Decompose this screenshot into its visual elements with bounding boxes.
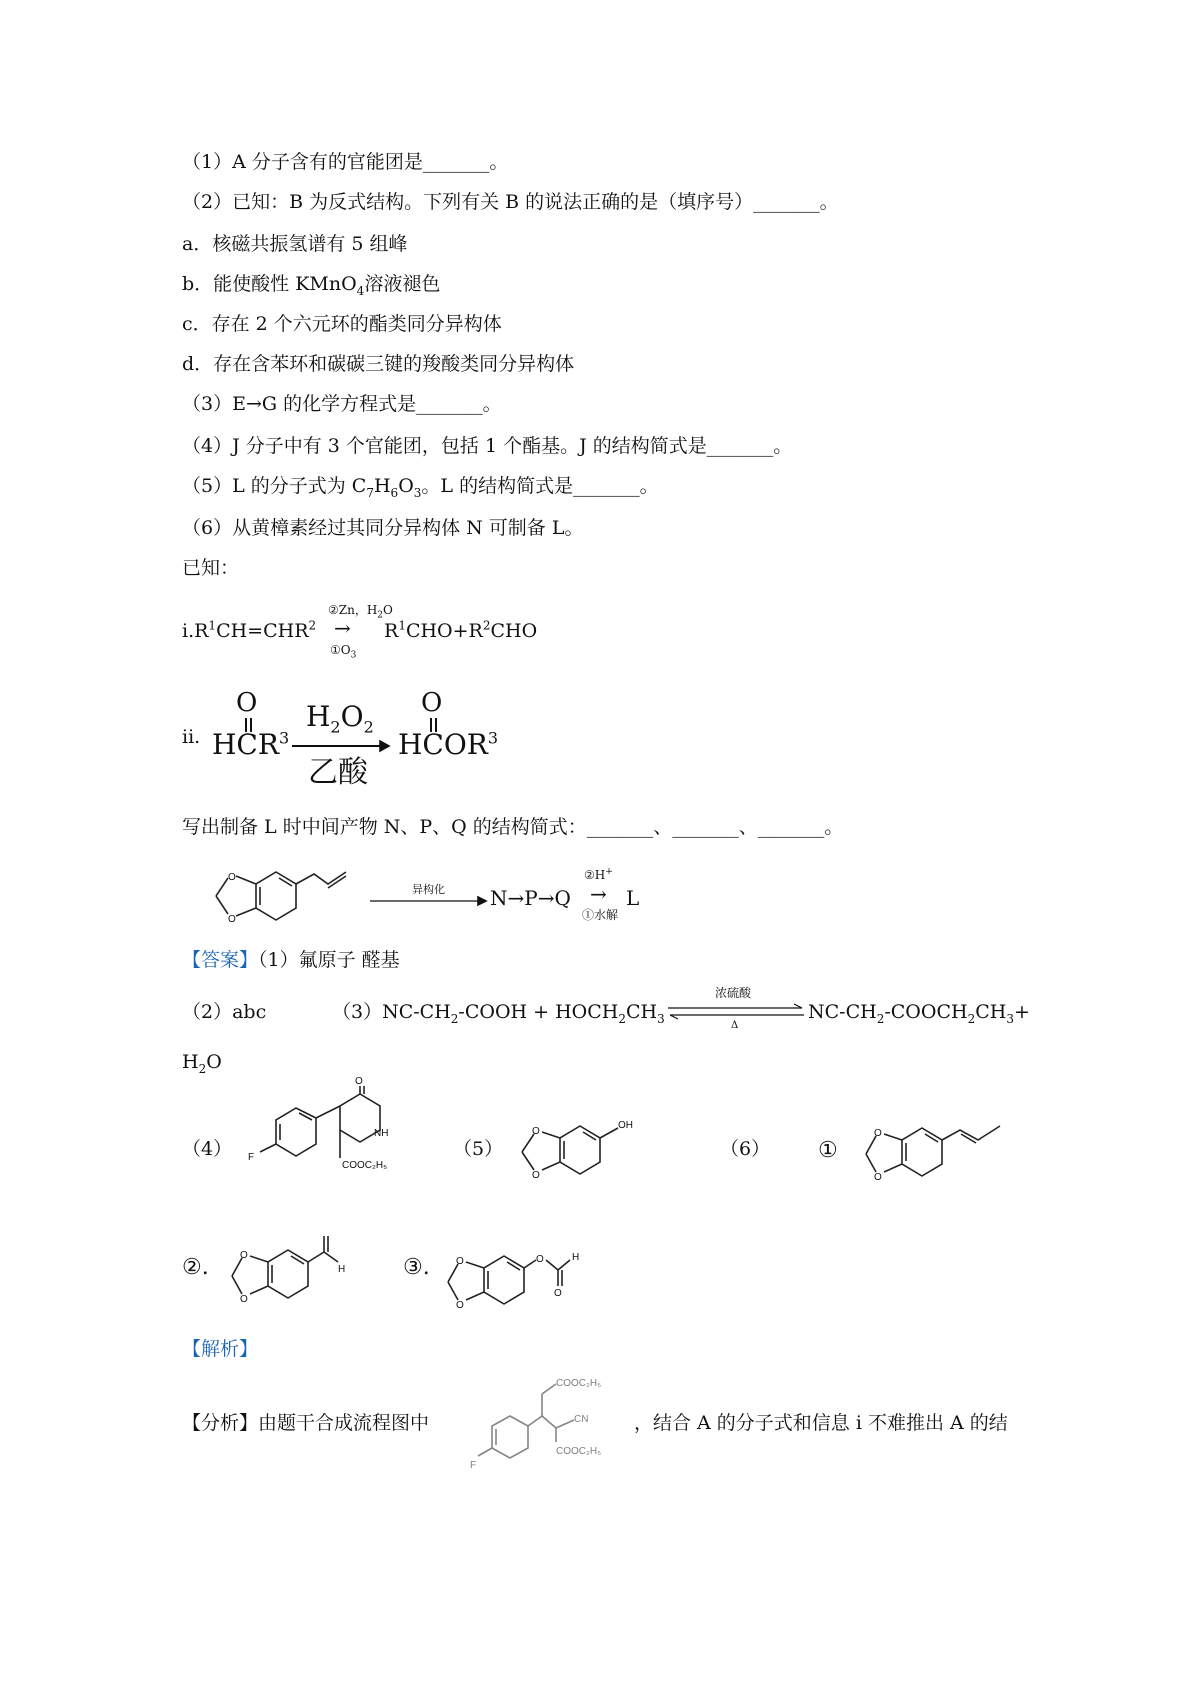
reaction-ii-o2: O bbox=[421, 688, 443, 718]
reaction-ii-product: HCOR$^3$ bbox=[398, 728, 499, 761]
svg-text:OH: OH bbox=[618, 1120, 633, 1131]
answer-6-3-label: ③. bbox=[403, 1255, 430, 1280]
known-label: 已知： bbox=[182, 557, 240, 579]
analysis-intermediate-structure bbox=[470, 1376, 620, 1476]
svg-text:COOC₂H₅: COOC₂H₅ bbox=[556, 1378, 602, 1389]
svg-text:O: O bbox=[532, 1126, 540, 1137]
answer-2: （2）abc bbox=[182, 1001, 267, 1023]
reaction-ii-condition-top: $H_2O_2$ bbox=[306, 700, 374, 737]
question-6: （6）从黄樟素经过其同分异构体 N 可制备 L。 bbox=[182, 517, 584, 539]
scheme-arrow: → bbox=[590, 882, 607, 906]
option-a: a．核磁共振氢谱有 5 组峰 bbox=[182, 233, 408, 255]
svg-text:O: O bbox=[240, 1250, 248, 1261]
svg-text:O: O bbox=[456, 1300, 464, 1311]
answer-6-1-label: ① bbox=[818, 1138, 838, 1163]
answer-3-reactants: $(3)NC-CH_2$-COOH + $HOCH_2CH_3$ bbox=[332, 1001, 665, 1026]
scheme-chain: N→P→Q bbox=[490, 886, 571, 910]
svg-text:O: O bbox=[536, 1254, 544, 1265]
answer-6-label: （6） bbox=[720, 1138, 771, 1160]
question-4: （4）J 分子中有 3 个官能团，包括 1 个酯基。J 的结构简式是_______。 bbox=[182, 435, 793, 457]
question-2: （2）已知：B 为反式结构。下列有关 B 的说法正确的是（填序号）_______。 bbox=[182, 191, 839, 213]
svg-text:CN: CN bbox=[574, 1414, 589, 1425]
safrole-structure bbox=[180, 852, 360, 942]
reaction-ii-condition-bottom: 乙酸 bbox=[308, 755, 368, 790]
reaction-i-arrow: → bbox=[334, 616, 351, 640]
option-c: c．存在 2 个六元环的酯类同分异构体 bbox=[182, 313, 502, 335]
reaction-ii-o1: O bbox=[236, 688, 258, 718]
svg-text:O: O bbox=[874, 1172, 882, 1183]
answer-6-2-label: ②. bbox=[182, 1255, 209, 1280]
answer-5-label: （5） bbox=[453, 1138, 504, 1160]
answer-3-condition-top: 浓硫酸 bbox=[715, 986, 752, 1000]
scheme-product: L bbox=[626, 886, 640, 910]
question-3: （3）E→G 的化学方程式是_______。 bbox=[182, 393, 502, 415]
answer-3-water: $H_2O$ bbox=[182, 1051, 222, 1076]
question-1: （1）A 分子含有的官能团是_______。 bbox=[182, 151, 509, 173]
analysis-tag: 【解析】 bbox=[182, 1338, 259, 1360]
question-5: （5）L 的分子式为 $C_7H_6O_3$。L 的结构简式是_______。 bbox=[182, 475, 659, 500]
answer-6-3-structure bbox=[444, 1246, 594, 1316]
svg-text:O: O bbox=[532, 1170, 540, 1181]
svg-text:H: H bbox=[338, 1264, 346, 1275]
scheme-condition-top: ②H+ bbox=[584, 867, 613, 882]
svg-text:F: F bbox=[248, 1152, 255, 1163]
reaction-i-condition-top: ②Zn，$H_2O$ bbox=[328, 603, 393, 621]
svg-text:O: O bbox=[228, 914, 236, 925]
answer-6-1-structure bbox=[862, 1114, 1042, 1194]
reaction-ii-arrow bbox=[290, 740, 390, 752]
answer-3-equilibrium-arrow bbox=[666, 1004, 806, 1020]
reaction-i-condition-bottom: $①O_3$ bbox=[330, 643, 357, 661]
svg-text:O: O bbox=[228, 872, 236, 883]
answer-4-label: （4） bbox=[182, 1138, 233, 1160]
scheme-condition-bottom: ①水解 bbox=[582, 908, 619, 922]
svg-text:O: O bbox=[874, 1128, 882, 1139]
option-d: d．存在含苯环和碳碳三键的羧酸类同分异构体 bbox=[182, 353, 575, 375]
reaction-ii-label: ii. bbox=[182, 726, 201, 748]
answer-5-structure bbox=[500, 1112, 660, 1192]
reaction-i-product: $R^1CHO+R^2CHO$ bbox=[384, 618, 538, 642]
reaction-i-reactant: $i.R^1CH=CHR^2$ bbox=[182, 618, 317, 642]
svg-text:H: H bbox=[572, 1252, 580, 1263]
svg-text:O: O bbox=[240, 1294, 248, 1305]
answer-4-structure bbox=[230, 1076, 400, 1206]
svg-text:COOC₂H₅: COOC₂H₅ bbox=[556, 1446, 602, 1457]
option-b: b．能使酸性 KMnO$_4$溶液褪色 bbox=[182, 273, 441, 298]
write-prompt: 写出制备 L 时中间产物 N、P、Q 的结构简式：_______、_______、_______。 bbox=[182, 816, 844, 838]
svg-text:COOC₂H₅: COOC₂H₅ bbox=[342, 1160, 388, 1171]
answer-tag: 【答案】 bbox=[182, 949, 259, 971]
svg-text:NH: NH bbox=[374, 1128, 389, 1139]
isomerize-arrow bbox=[368, 896, 488, 906]
analysis-text-pre: 【分析】由题干合成流程图中 bbox=[182, 1412, 430, 1434]
svg-text:F: F bbox=[470, 1460, 477, 1471]
svg-text:O: O bbox=[554, 1288, 562, 1299]
answer-6-2-structure bbox=[228, 1236, 358, 1306]
answer-3-products: $NC-CH_2-COOCH_2CH_3+$ bbox=[808, 1001, 1030, 1026]
svg-text:O: O bbox=[456, 1256, 464, 1267]
answer-3-condition-bottom: Δ bbox=[731, 1020, 739, 1031]
reaction-ii-reactant: HCR$^3$ bbox=[212, 728, 290, 761]
answer-line-1: 【答案】（1）氟原子 醛基 bbox=[182, 949, 400, 971]
isomerize-label: 异构化 bbox=[412, 883, 445, 896]
svg-text:O: O bbox=[355, 1076, 363, 1087]
analysis-text-post: ，结合 A 的分子式和信息 i 不难推出 A 的结 bbox=[634, 1412, 1008, 1434]
